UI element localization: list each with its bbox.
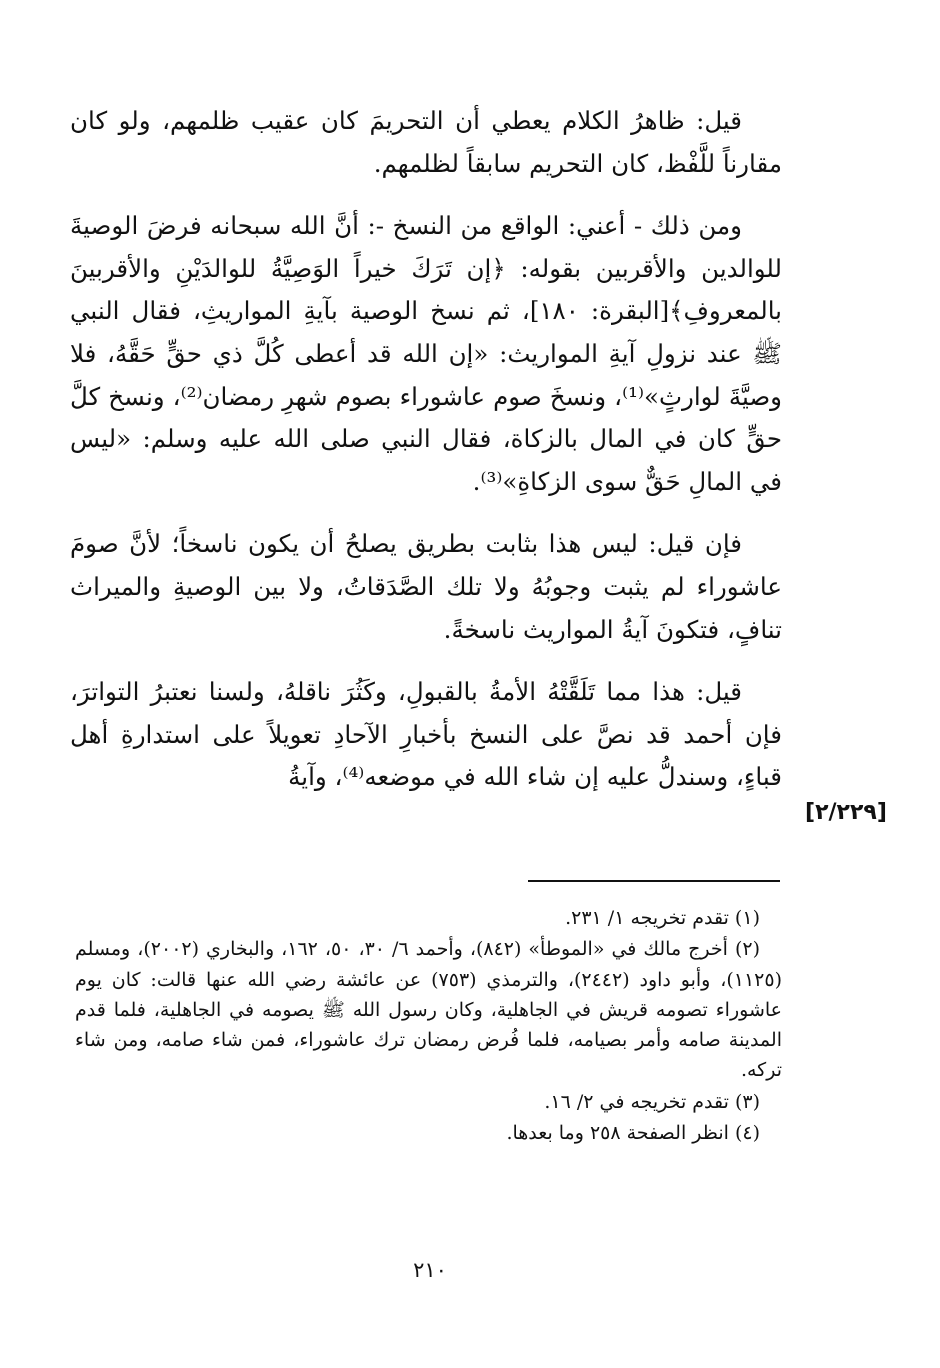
page-number: ٢١٠: [413, 1258, 447, 1282]
footnote-3: (٣) تقدم تخريجه في ٢/ ١٦.: [544, 1090, 760, 1113]
paragraph-3: فإن قيل: ليس هذا بثابت بطريق يصلحُ أن يكون ناسخاً؛ لأنَّ صومَ عاشوراء لم يثبت وجوبُهُ ولا تلك الصَّدَقاتُ، ولا بين الوصيةِ والميراث تنافٍ، فتكونَ آيةُ المواريث ناسخةً.: [70, 529, 782, 644]
footnotes: [75, 903, 782, 1149]
footnote-4: (٤) انظر الصفحة ٢٥٨ وما بعدها.: [506, 1122, 760, 1145]
paragraph-2: ومن ذلك - أعني: الواقع من النسخ -: أنَّ الله سبحانه فرضَ الوصيةَ للوالدين والأقربين بقوله: ﴿إن تَرَكَ خيراً الوَصِيَّةُ للوالدَيْنِ والأقربينَ بالمعروفِ﴾[البقرة: ١٨٠]، ثم نسخ الوصية بآيةِ المواريثِ، فقال النبي ﷺ عند نزولِ آيةِ المواريث: «إن الله قد أعطى كُلَّ ذي حقٍّ حَقَّهُ، فلا وصيَّةَ لوارثٍ»⁽¹⁾، ونسخَ صوم عاشوراء بصوم شهرِ رمضان⁽²⁾، ونسخ كلَّ حقٍّ كان في المال بالزكاة، فقال النبي صلى الله عليه وسلم: «ليس في المالِ حَقٌّ سوى الزكاةِ»⁽³⁾.: [70, 211, 783, 496]
footnote-1: (١) تقدم تخريجه ١/ ٢٣١.: [565, 907, 760, 929]
marginal-page-reference: [٢/٢٢٩]: [805, 800, 887, 825]
footnote-separator: [528, 880, 780, 882]
main-text: [70, 100, 782, 819]
paragraph-4: قيل: هذا مما تَلَقَّتْهُ الأمةُ بالقبولِ، وكَثُرَ ناقلهُ، ولسنا نعتبرُ التواترَ، فإن أحمد قد نصَّ على النسخ بأخبارِ الآحادِ تعويلاً على استدارةِ أهل قباءٍ، وسندلُّ عليه إن شاء الله في موضعه⁽⁴⁾، وآيةُ: [70, 677, 782, 792]
footnote-2: (٢) أخرج مالك في «الموطأ» (٨٤٢)، وأحمد ٦/ ٣٠، ٥٠، ١٦٢، والبخاري (٢٠٠٢)، ومسلم (١١٢٥)، وأبو داود (٢٤٤٢)، والترمذي (٧٥٣) عن عائشة رضي الله عنها قالت: كان يوم عاشوراء تصومه قريش في الجاهلية، وكان رسول الله ﷺ يصومه في الجاهلية، فلما قدم المدينة صامه وأمر بصيامه، فلما فُرض رمضان ترك عاشوراء، فمن شاء صامه، ومن شاء تركه.: [75, 938, 782, 1082]
paragraph-1: قيل: ظاهرُ الكلام يعطي أن التحريمَ كان عقيب ظلمهم، ولو كان مقارناً للَّفْظ، كان التحريم سابقاً لظلمهم.: [70, 106, 782, 178]
